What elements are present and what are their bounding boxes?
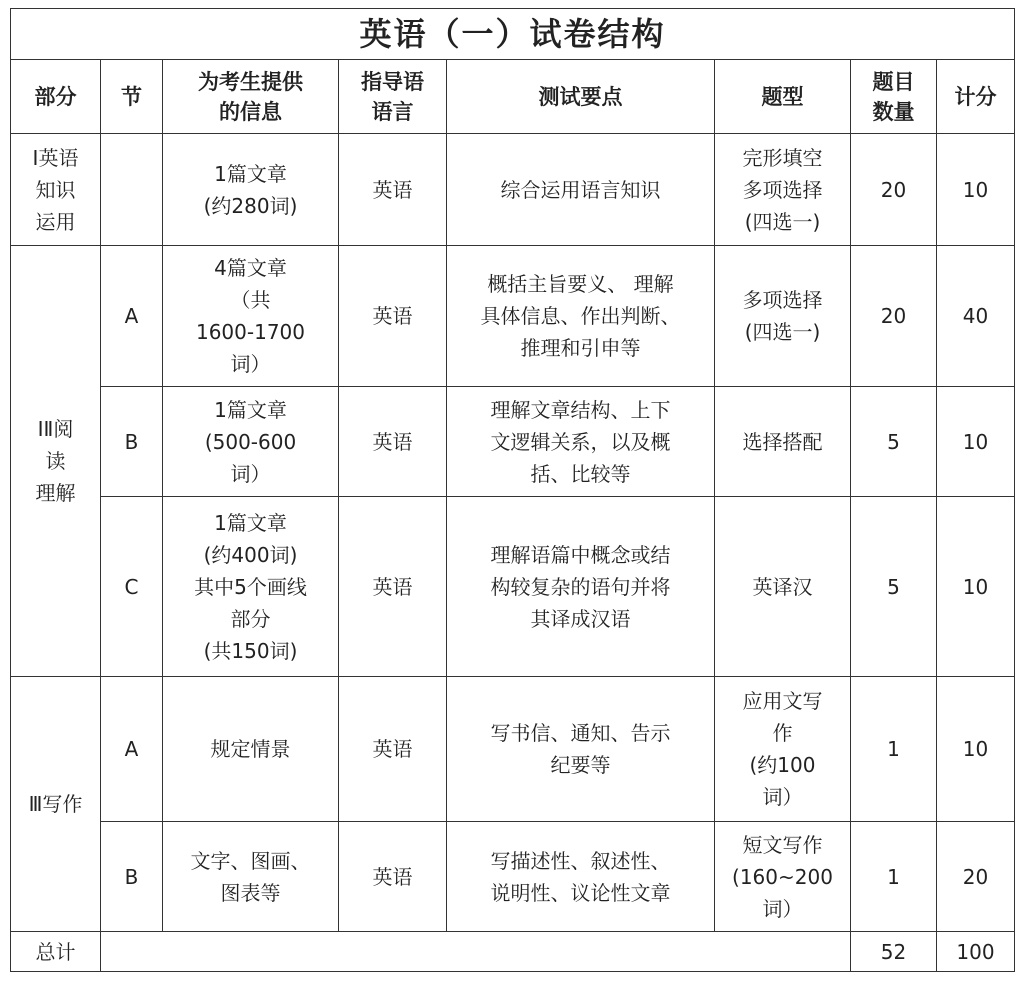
section-cell: B: [101, 387, 163, 497]
total-score: 100: [937, 932, 1015, 972]
lang-cell: 英语: [339, 497, 447, 677]
lang-cell: 英语: [339, 246, 447, 387]
type-cell: 完形填空 多项选择 (四选一): [715, 134, 851, 246]
info-cell: 文字、图画、 图表等: [163, 822, 339, 932]
table-row: [11, 497, 1015, 677]
part-cell: IⅡ阅 读 理解: [11, 246, 101, 677]
score-cell: 40: [937, 246, 1015, 387]
part-cell: I英语 知识 运用: [11, 134, 101, 246]
section-cell: [101, 134, 163, 246]
type-cell: 英译汉: [715, 497, 851, 677]
table-row: [11, 134, 1015, 246]
section-cell: C: [101, 497, 163, 677]
score-cell: 10: [937, 677, 1015, 822]
total-label: 总计: [11, 932, 101, 972]
header-part: 部分: [11, 60, 101, 134]
count-cell: 5: [851, 387, 937, 497]
title-row: [11, 9, 1015, 60]
points-cell: 理解语篇中概念或结 构较复杂的语句并将 其译成汉语: [447, 497, 715, 677]
score-cell: 20: [937, 822, 1015, 932]
total-count: 52: [851, 932, 937, 972]
header-lang: 指导语 语言: [339, 60, 447, 134]
info-cell: 4篇文章 （共 1600-1700 词）: [163, 246, 339, 387]
header-info: 为考生提供 的信息: [163, 60, 339, 134]
type-cell: 短文写作 (160~200 词）: [715, 822, 851, 932]
total-row: [11, 932, 1015, 972]
info-cell: 1篇文章 (约400词) 其中5个画线 部分 (共150词): [163, 497, 339, 677]
points-cell: 写描述性、叙述性、 说明性、议论性文章: [447, 822, 715, 932]
info-cell: 1篇文章 (500-600 词）: [163, 387, 339, 497]
count-cell: 1: [851, 822, 937, 932]
score-cell: 10: [937, 387, 1015, 497]
table-row: [11, 387, 1015, 497]
points-cell: 理解文章结构、上下 文逻辑关系，以及概 括、比较等: [447, 387, 715, 497]
lang-cell: 英语: [339, 822, 447, 932]
type-cell: 多项选择 (四选一): [715, 246, 851, 387]
header-score: 计分: [937, 60, 1015, 134]
header-section: 节: [101, 60, 163, 134]
type-cell: 应用文写 作 (约100 词）: [715, 677, 851, 822]
table-row: [11, 822, 1015, 932]
header-type: 题型: [715, 60, 851, 134]
points-cell: 写书信、通知、告示 纪要等: [447, 677, 715, 822]
lang-cell: 英语: [339, 387, 447, 497]
section-cell: A: [101, 246, 163, 387]
header-row: [11, 60, 1015, 134]
lang-cell: 英语: [339, 134, 447, 246]
points-cell: 综合运用语言知识: [447, 134, 715, 246]
table-row: [11, 246, 1015, 387]
lang-cell: 英语: [339, 677, 447, 822]
score-cell: 10: [937, 134, 1015, 246]
table-row: [11, 677, 1015, 822]
header-points: 测试要点: [447, 60, 715, 134]
info-cell: 规定情景: [163, 677, 339, 822]
points-cell: 概括主旨要义、 理解 具体信息、作出判断、 推理和引申等: [447, 246, 715, 387]
section-cell: A: [101, 677, 163, 822]
count-cell: 20: [851, 246, 937, 387]
section-cell: B: [101, 822, 163, 932]
count-cell: 1: [851, 677, 937, 822]
table-title: 英语（一）试卷结构: [11, 9, 1015, 60]
exam-structure-table: [10, 8, 1015, 972]
total-blank: [101, 932, 851, 972]
count-cell: 5: [851, 497, 937, 677]
part-cell: Ⅲ写作: [11, 677, 101, 932]
info-cell: 1篇文章 (约280词): [163, 134, 339, 246]
count-cell: 20: [851, 134, 937, 246]
header-count: 题目 数量: [851, 60, 937, 134]
type-cell: 选择搭配: [715, 387, 851, 497]
score-cell: 10: [937, 497, 1015, 677]
